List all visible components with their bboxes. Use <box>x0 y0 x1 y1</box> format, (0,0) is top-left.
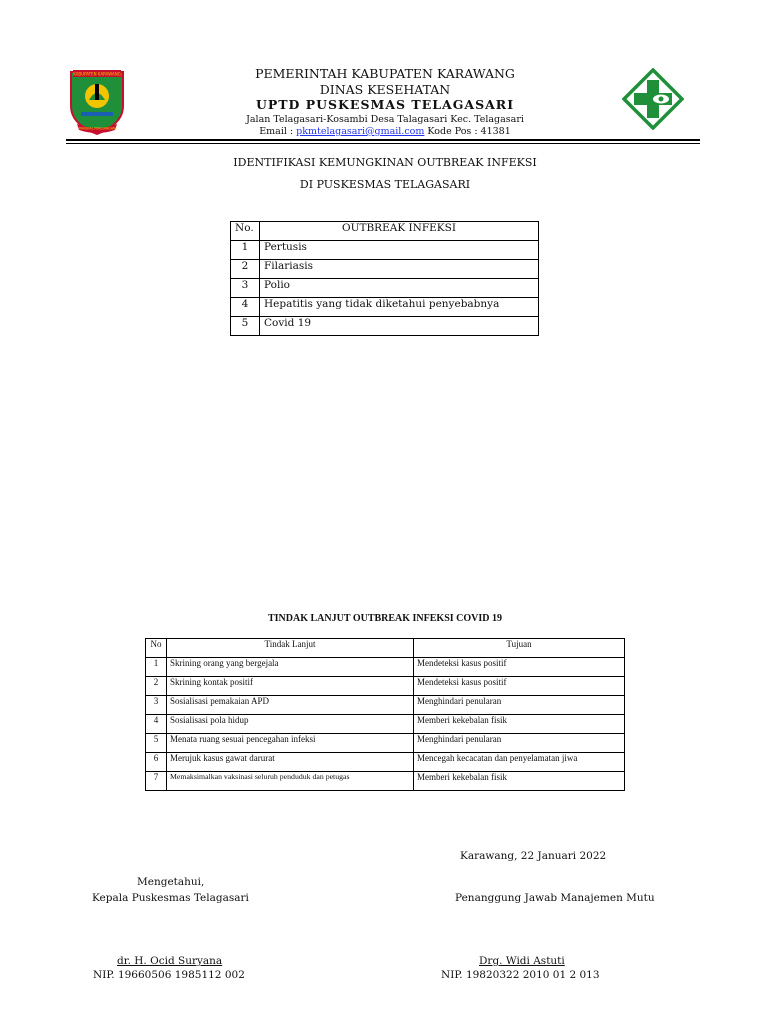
goal-cell: Memberi kekebalan fisik <box>414 715 625 734</box>
table-header-row <box>231 222 539 241</box>
table-row <box>231 279 539 298</box>
header-institution: UPTD PUSKESMAS TELAGASARI <box>255 97 515 112</box>
letterhead-rule-thin <box>66 143 700 144</box>
outbreak-name: Polio <box>260 279 539 298</box>
row-number: 1 <box>231 241 260 260</box>
row-number: 2 <box>231 260 260 279</box>
row-number: 5 <box>146 734 167 753</box>
header-no: No. <box>231 222 260 241</box>
header-action: Tindak Lanjut <box>167 639 414 658</box>
followup-table <box>145 638 625 791</box>
row-number: 6 <box>146 753 167 772</box>
header-outbreak: OUTBREAK INFEKSI <box>260 222 539 241</box>
row-number: 7 <box>146 772 167 791</box>
acknowledged-label: Mengetahui, <box>137 876 205 888</box>
header-address: Jalan Telagasari-Kosambi Desa Talagasari Kec. Telagasari <box>246 114 524 125</box>
table-row <box>146 715 625 734</box>
header-no: No <box>146 639 167 658</box>
table-row <box>231 298 539 317</box>
table-row <box>146 753 625 772</box>
place-date: Karawang, 22 Januari 2022 <box>460 850 607 862</box>
goal-cell: Menghindari penularan <box>414 696 625 715</box>
email-label: Email : <box>259 126 297 137</box>
goal-cell: Mendeteksi kasus positif <box>414 658 625 677</box>
crest-top-text: KABUPATEN KARAWANG <box>73 71 121 77</box>
outbreak-table <box>230 221 539 336</box>
table-row <box>146 696 625 715</box>
document-subtitle: DI PUSKESMAS TELAGASARI <box>299 178 471 191</box>
header-contact <box>180 126 590 137</box>
right-signatory-role: Penanggung Jawab Manajemen Mutu <box>455 892 655 904</box>
action-cell: Sosialisasi pemakaian APD <box>167 696 414 715</box>
table-row <box>231 241 539 260</box>
goal-cell: Mencegah kecacatan dan penyelamatan jiwa <box>414 753 625 772</box>
table-row <box>146 677 625 696</box>
row-number: 1 <box>146 658 167 677</box>
table-header-row <box>146 639 625 658</box>
row-number: 4 <box>231 298 260 317</box>
header-goal: Tujuan <box>414 639 625 658</box>
table-row <box>231 260 539 279</box>
goal-cell: Menghindari penularan <box>414 734 625 753</box>
row-number: 3 <box>231 279 260 298</box>
row-number: 3 <box>146 696 167 715</box>
postal-code: Kode Pos : 41381 <box>424 126 511 137</box>
action-cell: Sosialisasi pola hidup <box>167 715 414 734</box>
header-government: PEMERINTAH KABUPATEN KARAWANG <box>255 66 515 81</box>
action-cell: Skrining kontak positif <box>167 677 414 696</box>
right-signatory-name: Drg. Widi Astuti <box>479 955 565 967</box>
table-row <box>146 772 625 791</box>
outbreak-name: Covid 19 <box>260 317 539 336</box>
crest-bottom-text: PANGKAL PERJUANGAN <box>78 126 116 131</box>
right-signatory-nip: NIP. 19820322 2010 01 2 013 <box>441 969 600 981</box>
left-signatory-role: Kepala Puskesmas Telagasari <box>92 892 249 904</box>
goal-cell: Memberi kekebalan fisik <box>414 772 625 791</box>
outbreak-name: Pertusis <box>260 241 539 260</box>
email-link[interactable]: pkmtelagasari@gmail.com <box>296 126 425 137</box>
action-cell: Menata ruang sesuai pencegahan infeksi <box>167 734 414 753</box>
header-department: DINAS KESEHATAN <box>319 82 451 97</box>
followup-title: TINDAK LANJUT OUTBREAK INFEKSI COVID 19 <box>267 613 503 624</box>
left-signatory-name: dr. H. Ocid Suryana <box>117 955 223 967</box>
table-row <box>146 734 625 753</box>
left-signatory-nip: NIP. 19660506 1985112 002 <box>93 969 245 981</box>
letterhead-rule-thick <box>66 139 700 141</box>
karawang-crest-logo <box>67 66 127 136</box>
row-number: 4 <box>146 715 167 734</box>
goal-cell: Mendeteksi kasus positif <box>414 677 625 696</box>
table-row <box>146 658 625 677</box>
outbreak-name: Hepatitis yang tidak diketahui penyebabnya <box>260 298 539 317</box>
outbreak-name: Filariasis <box>260 260 539 279</box>
row-number: 5 <box>231 317 260 336</box>
puskesmas-logo <box>622 68 684 130</box>
action-cell: Skrining orang yang bergejala <box>167 658 414 677</box>
action-cell: Merujuk kasus gawat darurat <box>167 753 414 772</box>
row-number: 2 <box>146 677 167 696</box>
document-title: IDENTIFIKASI KEMUNGKINAN OUTBREAK INFEKSI <box>233 156 537 169</box>
action-cell: Memaksimalkan vaksinasi seluruh penduduk dan petugas <box>167 772 414 791</box>
table-row <box>231 317 539 336</box>
